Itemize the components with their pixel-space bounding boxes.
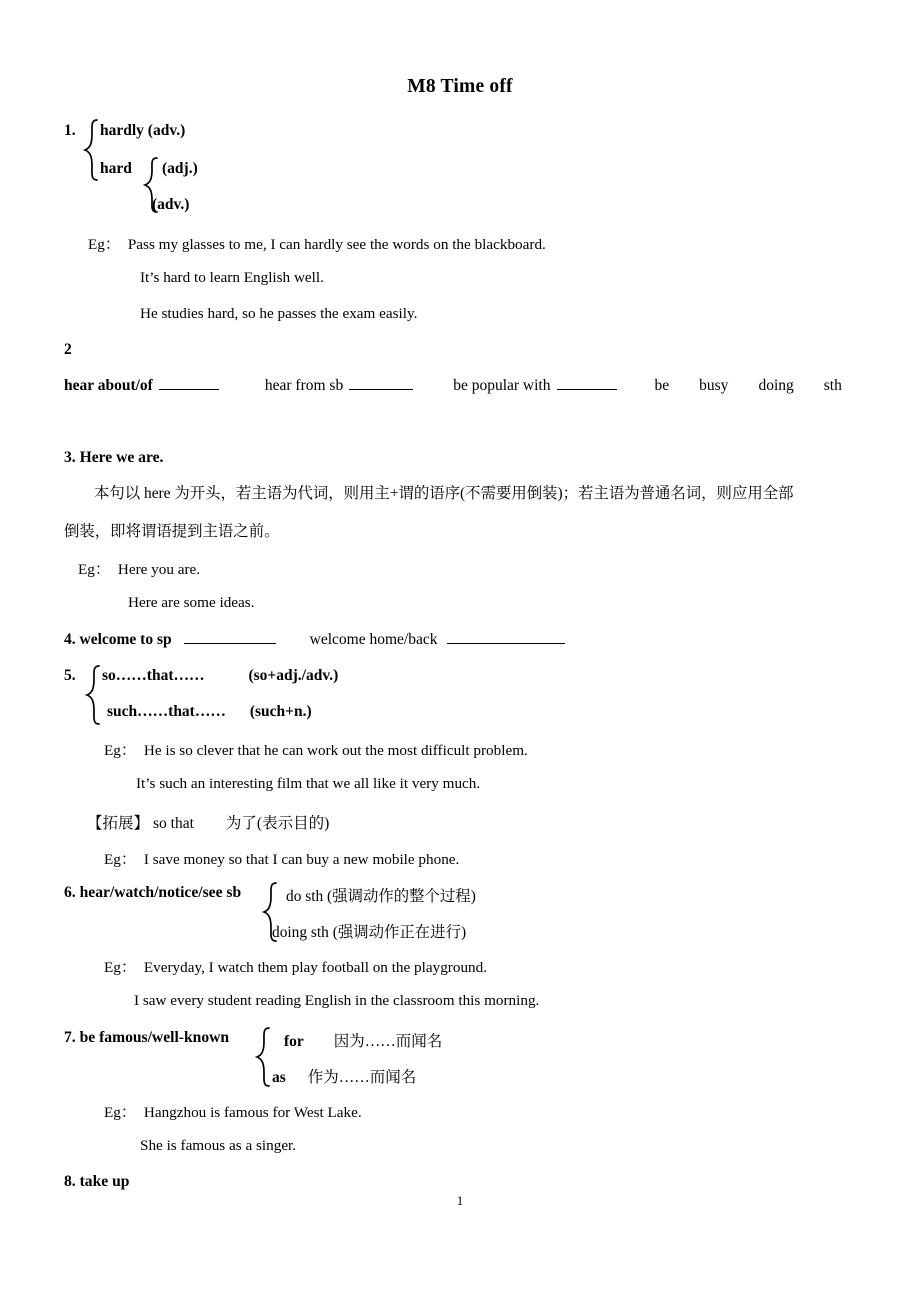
- entry-5-pattern-top-note: (so+adj./adv.): [248, 667, 339, 684]
- document-body: [64, 0, 856, 1302]
- entry-7-option-bottom-row: [272, 1065, 416, 1087]
- entry-4-heading: 4. welcome to sp: [64, 631, 172, 648]
- entry-2-phrase-4-word-1: be: [654, 377, 670, 394]
- entry-1-number: 1.: [64, 122, 76, 139]
- entry-7-example-1: [104, 1101, 362, 1122]
- entry-2-phrase-4-word-3: doing: [758, 377, 794, 394]
- entry-5-extension-row: [87, 811, 329, 833]
- entry-2-phrase-2: hear from sb: [264, 377, 344, 394]
- eg-label: Eg：: [104, 851, 137, 868]
- extension-meaning: 为了(表示目的): [225, 815, 330, 832]
- entry-6-example-1: [104, 956, 487, 977]
- entry-2-phrase-3: be popular with: [453, 377, 551, 394]
- eg-text: Pass my glasses to me, I can hardly see the words on the blackboard.: [127, 236, 546, 253]
- entry-4-blank-2[interactable]: [447, 631, 565, 644]
- entry-5-pattern-bottom-row: [107, 703, 312, 721]
- eg-text: Hangzhou is famous for West Lake.: [143, 1104, 362, 1121]
- entry-5-example-1: [104, 739, 528, 760]
- entry-6-heading: 6. hear/watch/notice/see sb: [64, 884, 242, 901]
- entry-7-heading: 7. be famous/well-known: [64, 1029, 230, 1046]
- entry-2-blank-3[interactable]: [557, 377, 617, 390]
- entry-8-heading: 8. take up: [64, 1173, 130, 1190]
- entry-2-phrases: [64, 377, 842, 395]
- entry-1-example-1: [88, 233, 546, 254]
- eg-text: Here you are.: [117, 561, 201, 578]
- entry-7-option-top-row: [284, 1029, 442, 1051]
- brace-7: [254, 1026, 272, 1088]
- entry-2-phrase-4-word-4: sth: [823, 377, 842, 394]
- entry-5-pattern-top: so……that……: [102, 667, 205, 684]
- entry-7-option-bottom-key: as: [272, 1069, 286, 1086]
- entry-5-number: 5.: [64, 667, 76, 684]
- entry-6-option-top: do sth (强调动作的整个过程): [286, 888, 476, 905]
- eg-label: Eg：: [78, 561, 111, 578]
- extension-term: so that: [153, 815, 194, 832]
- eg-text: He is so clever that he can work out the most difficult problem.: [143, 742, 528, 759]
- brace-5: [84, 664, 102, 726]
- entry-3-example-1: [78, 558, 200, 579]
- entry-1-word-top: hardly (adv.): [100, 122, 186, 139]
- page-number: 1: [456, 1193, 464, 1208]
- eg-label: Eg：: [104, 1104, 137, 1121]
- entry-1-sub-bottom: (adv.): [152, 196, 190, 213]
- entry-2-number: 2: [64, 341, 72, 358]
- eg-label: Eg：: [88, 236, 121, 253]
- entry-5-pattern-top-row: [102, 667, 338, 685]
- entry-1-example-3: He studies hard, so he passes the exam easily.: [140, 305, 418, 322]
- entry-7-option-top-key: for: [284, 1033, 304, 1050]
- entry-6-example-2: I saw every student reading English in the classroom this morning.: [134, 992, 540, 1009]
- entry-1-example-2: It’s hard to learn English well.: [140, 269, 324, 286]
- entry-2-blank-2[interactable]: [349, 377, 413, 390]
- brace-outer-1: [82, 118, 100, 182]
- entry-4-phrase-2: welcome home/back: [309, 631, 438, 648]
- entry-6-option-bottom: doing sth (强调动作正在进行): [272, 924, 467, 941]
- entry-3-example-2: Here are some ideas.: [128, 594, 255, 611]
- extension-marker: 【拓展】: [87, 815, 150, 832]
- page-title: M8 Time off: [407, 76, 513, 97]
- entry-1-word-bottom: hard: [100, 160, 132, 177]
- entry-5-pattern-bottom: such……that……: [107, 703, 226, 720]
- entry-1-sub-top: (adj.): [162, 160, 198, 177]
- entry-7-option-top-meaning: 因为……而闻名: [333, 1033, 443, 1050]
- entry-4-blank-1[interactable]: [184, 631, 276, 644]
- entry-7-example-2: She is famous as a singer.: [140, 1137, 297, 1154]
- entry-5-example-2: It’s such an interesting film that we all like it very much.: [136, 775, 481, 792]
- entry-4-row: [64, 631, 567, 649]
- eg-label: Eg：: [104, 959, 137, 976]
- entry-2-blank-1[interactable]: [159, 377, 219, 390]
- entry-5-pattern-bottom-note: (such+n.): [249, 703, 312, 720]
- entry-7-option-bottom-meaning: 作为……而闻名: [307, 1069, 417, 1086]
- entry-2-phrase-4-word-2: busy: [699, 377, 729, 394]
- entry-5-extension-example: [104, 848, 459, 869]
- eg-text: Everyday, I watch them play football on the playground.: [143, 959, 488, 976]
- entry-3-note-line-1: 本句以 here 为开头，若主语为代词，则用主+谓的语序(不需要用倒装)；若主语为普通名词，则应用全部: [94, 485, 794, 502]
- eg-text: I save money so that I can buy a new mobile phone.: [143, 851, 460, 868]
- entry-2-phrase-1: hear about/of: [64, 377, 153, 394]
- entry-3-note-line-2: 倒装，即将谓语提到主语之前。: [64, 523, 280, 540]
- entry-3-heading: 3. Here we are.: [64, 449, 164, 466]
- eg-label: Eg：: [104, 742, 137, 759]
